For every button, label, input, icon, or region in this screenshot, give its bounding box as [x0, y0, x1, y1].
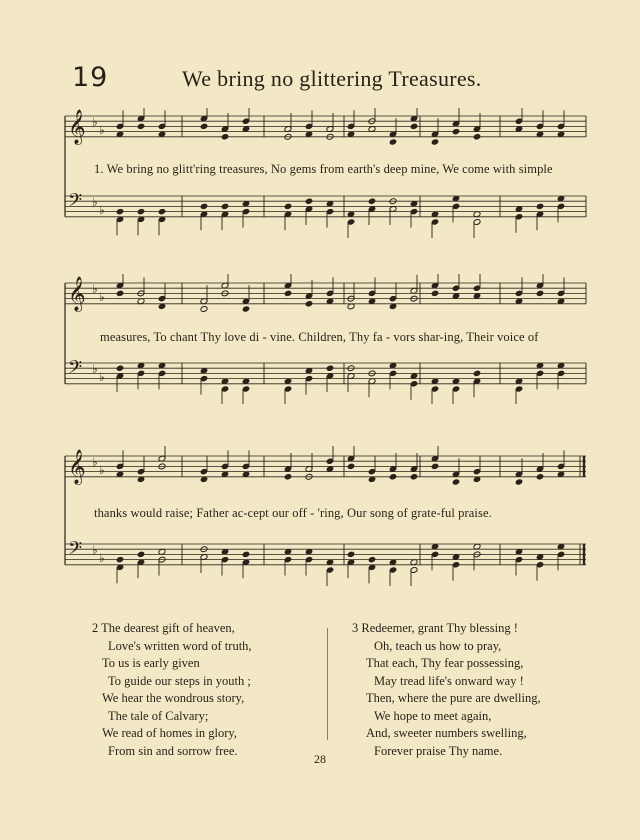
verse-line: We read of homes in glory, — [102, 726, 237, 740]
verse-line: May tread life's onward way ! — [374, 673, 524, 688]
verse-line: To guide our steps in youth ; — [108, 673, 251, 688]
verse-line: 3 Redeemer, grant Thy blessing ! — [352, 621, 518, 635]
verse-3 — [352, 620, 541, 760]
svg-text:𝄞: 𝄞 — [68, 276, 86, 312]
verse-line: The tale of Calvary; — [108, 708, 209, 723]
hymn-number: 19 — [72, 62, 109, 93]
lyric-line-3: thanks would raise; Father ac-cept our off - 'ring, Our song of grate-ful praise. — [94, 506, 492, 520]
verse-line: That each, Thy fear possessing, — [366, 656, 524, 670]
svg-text:𝄢: 𝄢 — [68, 190, 83, 216]
verse-line: We hear the wondrous story, — [102, 691, 245, 705]
verse-line: From sin and sorrow free. — [108, 743, 238, 758]
svg-text:𝄢: 𝄢 — [68, 538, 83, 564]
svg-text:♭: ♭ — [99, 290, 105, 305]
page-number: 28 — [314, 752, 326, 766]
svg-text:♭: ♭ — [92, 455, 98, 470]
lyric-line-2: measures, To chant Thy love di - vine. Children, Thy fa - vors shar-ing, Their voice of — [100, 330, 539, 344]
music-system-3 — [64, 446, 588, 586]
svg-text:♭: ♭ — [92, 362, 98, 377]
svg-text:♭: ♭ — [92, 195, 98, 210]
hymn-title: We bring no glittering Treasures. — [182, 66, 482, 91]
verse-divider — [327, 628, 328, 740]
svg-text:𝄞: 𝄞 — [68, 109, 86, 145]
verse-line: We hope to meet again, — [374, 708, 492, 723]
svg-text:♭: ♭ — [92, 543, 98, 558]
verse-line: To us is early given — [102, 656, 200, 670]
lyric-line-1: 1. We bring no glitt'ring treasures, No gems from earth's deep mine, We come with simple — [94, 162, 553, 176]
verse-line: Love's written word of truth, — [108, 638, 252, 653]
svg-text:𝄞: 𝄞 — [68, 449, 86, 485]
verse-line: Oh, teach us how to pray, — [374, 638, 502, 653]
verse-line: 2 The dearest gift of heaven, — [92, 621, 235, 635]
additional-verses — [0, 620, 640, 758]
music-system-2 — [64, 274, 588, 404]
svg-text:♭: ♭ — [99, 370, 105, 385]
verse-line: And, sweeter numbers swelling, — [366, 726, 527, 740]
svg-text:♭: ♭ — [99, 551, 105, 566]
verse-2 — [92, 620, 252, 760]
svg-text:♭: ♭ — [99, 203, 105, 218]
svg-text:♭: ♭ — [99, 463, 105, 478]
svg-text:♭: ♭ — [92, 282, 98, 297]
svg-text:𝄢: 𝄢 — [68, 357, 83, 383]
svg-text:♭: ♭ — [99, 123, 105, 138]
verse-line: Then, where the pure are dwelling, — [366, 691, 541, 705]
music-system-1 — [64, 108, 588, 238]
svg-text:♭: ♭ — [92, 115, 98, 130]
verse-line: Forever praise Thy name. — [374, 743, 503, 758]
